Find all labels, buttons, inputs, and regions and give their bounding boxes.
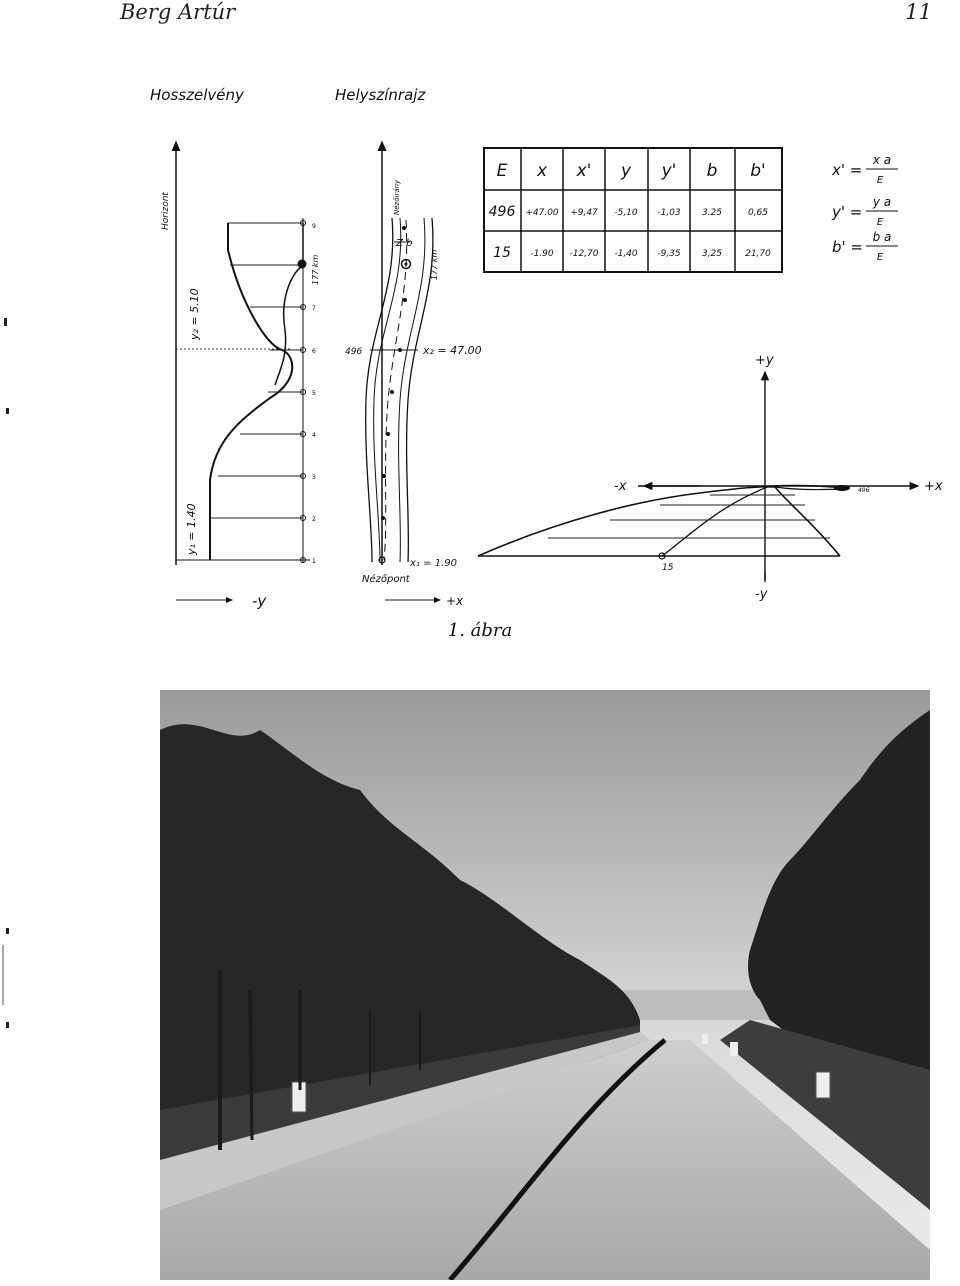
running-head-author: Berg Artúr — [120, 0, 236, 24]
table-cell: 15 — [493, 245, 511, 261]
table-header-cell: y' — [661, 161, 677, 181]
perspective-drawing — [478, 372, 918, 582]
svg-text:7: 7 — [312, 305, 316, 312]
panel-title-profile: Hosszelvény — [150, 86, 244, 104]
perspective-minus-x: -x — [614, 479, 627, 494]
table-header-cell: E — [496, 161, 508, 181]
panel-title-siteplan: Helyszínrajz — [335, 86, 426, 104]
table-cell: +47.00 — [525, 208, 559, 218]
perspective-plus-y: +y — [755, 353, 774, 368]
margin-mark — [6, 928, 9, 934]
perspective-minus-y: -y — [755, 587, 768, 602]
profile-km-label: 177 km — [311, 254, 320, 285]
formula-y-den: E — [876, 217, 884, 228]
svg-text:3: 3 — [312, 474, 316, 481]
formula-y-lhs: y' = — [832, 203, 863, 221]
svg-text:9: 9 — [312, 223, 316, 230]
table-header-cell: x' — [576, 161, 592, 181]
table-header-cell: b — [706, 161, 718, 181]
formula-x-num: x a — [872, 153, 892, 167]
table-row — [489, 204, 769, 220]
siteplan-point-496: 496 — [345, 347, 363, 357]
page-number: 11 — [905, 0, 932, 24]
formula-b-den: E — [876, 252, 884, 263]
technical-figure — [0, 60, 960, 660]
formula-b-num: b a — [872, 230, 892, 244]
minus-y-label-left: -y — [252, 592, 267, 610]
table-cell: -1.90 — [530, 249, 554, 259]
table-cell: 21,70 — [745, 249, 771, 259]
table-header-cell: y — [620, 161, 632, 181]
road-photograph — [160, 690, 930, 1280]
table-cell: 3,25 — [701, 249, 723, 259]
table-cell: -1,03 — [657, 208, 681, 218]
viewpoint-label: Nézőpont — [362, 574, 410, 585]
formula-x-den: E — [876, 175, 884, 186]
table-row — [493, 245, 771, 261]
table-header-cell: x — [536, 161, 548, 181]
table-cell: 0,65 — [747, 208, 769, 218]
x2-label: x₂ = 47.00 — [423, 344, 482, 357]
zb-label: Z b — [396, 238, 413, 249]
formula-x-lhs: x' = — [832, 161, 863, 179]
svg-text:1: 1 — [312, 558, 316, 565]
y1-label: y₁ = 1.40 — [185, 503, 198, 555]
formulas — [831, 153, 898, 263]
table-cell: -5,10 — [614, 208, 638, 218]
margin-mark — [6, 1022, 9, 1028]
table-header-cell: b' — [750, 161, 766, 181]
siteplan-km-label: 177 km — [430, 249, 439, 280]
table-cell: +9,47 — [570, 208, 598, 218]
table-cell: -12,70 — [569, 249, 599, 259]
figure-caption: 1. ábra — [447, 620, 513, 641]
profile-drawing — [176, 142, 310, 565]
svg-text:5: 5 — [312, 390, 316, 397]
table-header-row — [497, 161, 766, 181]
perspective-point-15: 15 — [662, 563, 674, 573]
plus-x-label-mid: +x — [446, 594, 464, 608]
svg-text:4: 4 — [312, 432, 316, 439]
formula-y-num: y a — [872, 195, 892, 209]
svg-text:6: 6 — [312, 348, 316, 355]
direction-label: Nézőirány — [393, 179, 401, 215]
y2-label: y₂ = 5.10 — [188, 288, 201, 340]
perspective-point-496: 496 — [858, 487, 870, 494]
margin-mark — [2, 945, 4, 1005]
svg-text:2: 2 — [312, 516, 316, 523]
horizon-label: Horizont — [161, 192, 171, 230]
table-cell: -1,40 — [614, 249, 638, 259]
x1-label: x₁ = 1.90 — [410, 558, 457, 569]
formula-b-lhs: b' = — [832, 238, 863, 256]
perspective-plus-x: +x — [924, 479, 943, 494]
table-cell: -9,35 — [657, 249, 681, 259]
table-cell: 496 — [488, 204, 516, 220]
table-cell: 3.25 — [701, 208, 723, 218]
